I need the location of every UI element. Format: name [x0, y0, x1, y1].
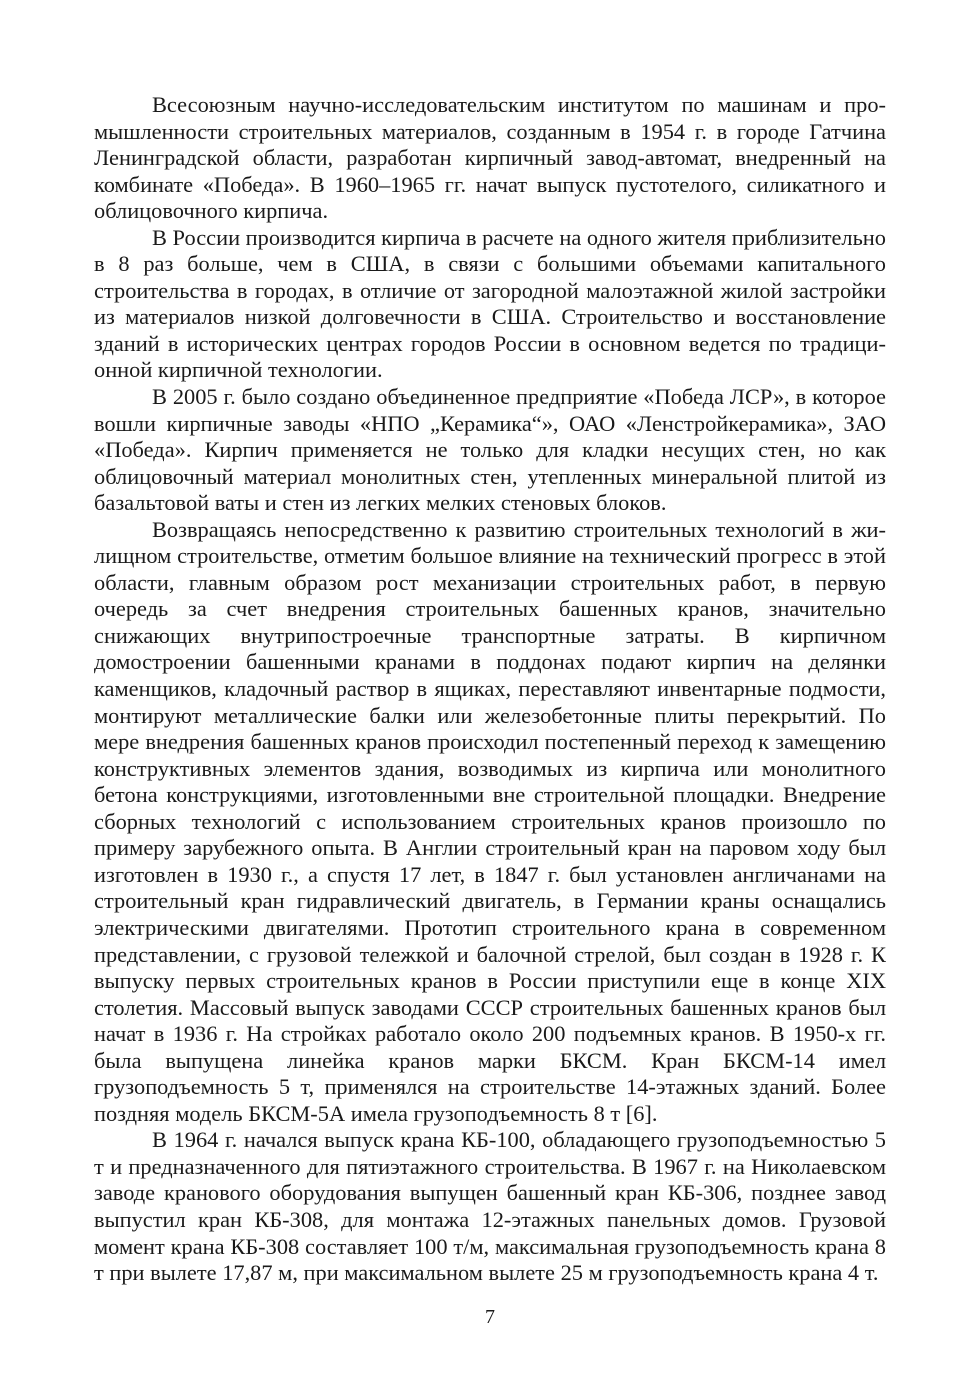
document-page: [94, 92, 886, 1287]
paragraph-1: Всесоюзным научно-исследовательским институтом по машинам и промышленности строительных материалов, созданным в 1954 г. в городе Гатчина Ленинградской области, разработан кирпичный завод-автомат, внедренный на комбинате «Победа». В 1960–1965 гг. начат выпуск пустотелого, силикатного и облицовочного кирпича.: [94, 92, 886, 224]
paragraph-4: Возвращаясь непосредственно к развитию строительных технологий в жилищном строительстве, отметим большое влияние на технический прогресс в этой области, главным образом рост механизации строительных работ, в первую очередь за счет внедрения строительных башенных кранов, значительно снижающих внутрипостроечные транспортные затраты. В кирпичном домостроении башенными кранами в поддонах подают кирпич на делянки каменщиков, кладочный раствор в ящиках, переставляют инвентарные подмости, монтируют металлические балки или железобетонные плиты перекрытий. По мере внедрения башенных кранов происходил постепенный переход к замещению конструктивных элементов здания, возводимых из кирпича или монолитного бетона конструкциями, изготовленными вне строительной площадки. Внедрение сборных технологий с использованием строительных кранов произошло по примеру зарубежного опыта. В Англии строительный кран на паровом ходу был изготовлен в 1930 г., а спустя 17 лет, в 1847 г. был установлен англичанами на строительный кран гидравлический двигатель, в Германии краны оснащались электрическими двигателями. Прототип строительного крана в современном представлении, с грузовой тележкой и балочной стрелой, был создан в 1928 г. К выпуску первых строительных кранов в России приступили еще в конце XIX столетия. Массовый выпуск заводами СССР строительных башенных кранов был начат в 1936 г. На стройках работало около 200 подъемных кранов. В 1950-х гг. была выпущена линейка кранов марки БКСМ. Кран БКСМ-14 имел грузоподъемность 5 т, применялся на строительстве 14-этажных зданий. Более поздняя модель БКСМ-5А имела грузоподъемность 8 т [6].: [94, 516, 886, 1126]
paragraph-3: В 2005 г. было создано объединенное предприятие «Победа ЛСР», в которое вошли кирпичные заводы «НПО „Керамика“», ОАО «Ленстройкерамика», ЗАО «Победа». Кирпич применяется не только для кладки несущих стен, но как облицовочный материал монолитных стен, утепленных минеральной плитой из базальтовой ваты и стен из легких мелких стеновых блоков.: [94, 384, 886, 516]
page-number: 7: [485, 1306, 495, 1328]
paragraph-2: В России производится кирпича в расчете на одного жителя приблизительно в 8 раз больше, чем в США, в связи с большими объемами капитального строительства в городах, в отличие от загородной малоэтажной жилой застройки из материалов низкой долговечности в США. Строительство и восстановление зданий в исторических центрах городов России в основном ведется по традиционной кирпичной технологии.: [94, 224, 886, 383]
paragraph-5: В 1964 г. начался выпуск крана КБ-100, обладающего грузоподъемностью 5 т и предназначенного для пятиэтажного строительства. В 1967 г. на Николаевском заводе кранового оборудования выпущен башенный кран КБ-306, позднее завод выпустил кран КБ-308, для монтажа 12-этажных панельных домов. Грузовой момент крана КБ-308 составляет 100 т/м, максимальная грузоподъемность крана 8 т при вылете 17,87 м, при максимальном вылете 25 м грузоподъемность крана 4 т.: [94, 1127, 886, 1286]
